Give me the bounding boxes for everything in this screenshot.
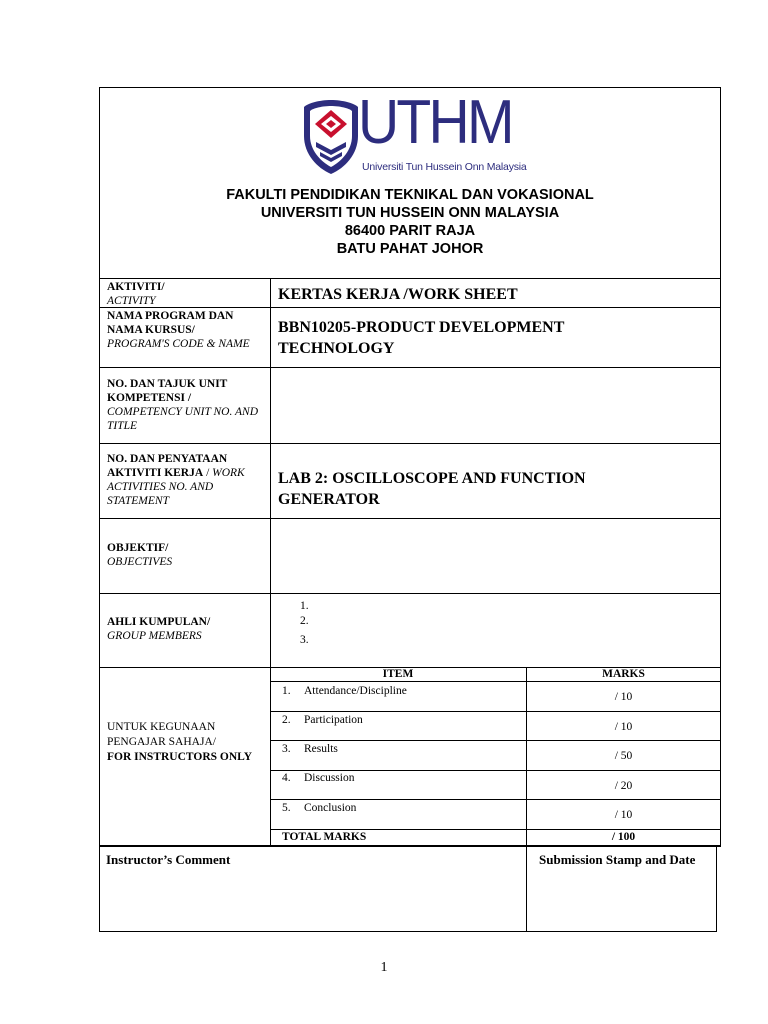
program-label: NAMA PROGRAM DAN NAMA KURSUS/ PROGRAM'S CODE & NAME	[107, 310, 250, 350]
item-name: Attendance/Discipline	[304, 685, 407, 697]
item-number: 2.	[282, 714, 291, 726]
activity-label: AKTIVITI/ ACTIVITY	[107, 281, 165, 307]
group-member-1: 1.	[300, 600, 309, 612]
logo-wordmark: UTHM	[358, 88, 512, 157]
work-activity-label: NO. DAN PENYATAAN AKTIVITI KERJA / WORK ACTIVITIES NO. AND STATEMENT	[107, 453, 245, 507]
item-column-header: ITEM	[382, 668, 414, 680]
total-marks-value: / 100	[611, 831, 636, 843]
objectives-label: OBJEKTIF/ OBJECTIVES	[107, 542, 173, 568]
faculty-name: FAKULTI PENDIDIKAN TEKNIKAL DAN VOKASIONAL	[226, 187, 594, 203]
row-divider	[99, 518, 721, 519]
submission-stamp-label: Submission Stamp and Date	[539, 852, 696, 867]
item-name: Results	[304, 743, 338, 755]
instructor-comment-label: Instructor’s Comment	[106, 852, 231, 867]
item-name: Discussion	[304, 772, 355, 784]
group-members-label: AHLI KUMPULAN/ GROUP MEMBERS	[107, 616, 211, 642]
marks-column-header: MARKS	[602, 668, 645, 680]
marks-divider	[270, 711, 721, 712]
university-name: UNIVERSITI TUN HUSSEIN ONN MALAYSIA	[260, 205, 560, 221]
item-name: Conclusion	[304, 802, 357, 814]
marks-divider	[270, 799, 721, 800]
item-number: 4.	[282, 772, 291, 784]
item-marks: / 20	[614, 780, 633, 792]
postcode-town: 86400 PARIT RAJA	[344, 223, 476, 239]
item-marks: / 10	[614, 691, 633, 703]
program-value: BBN10205-PRODUCT DEVELOPMENT TECHNOLOGY	[278, 319, 565, 357]
item-marks: / 10	[614, 721, 633, 733]
group-member-3: 3.	[300, 634, 309, 646]
marks-divider	[270, 740, 721, 741]
item-number: 5.	[282, 802, 291, 814]
uthm-logo	[302, 88, 534, 178]
row-divider	[99, 593, 721, 594]
item-marks: / 10	[614, 809, 633, 821]
competency-label: NO. DAN TAJUK UNIT KOMPETENSI / COMPETENCY UNIT NO. AND TITLE	[107, 378, 259, 432]
item-number: 1.	[282, 685, 291, 697]
uthm-crest-icon	[302, 98, 360, 176]
work-activity-value: LAB 2: OSCILLOSCOPE AND FUNCTION GENERATOR	[278, 470, 586, 508]
row-divider	[99, 367, 721, 368]
item-marks: / 50	[614, 750, 633, 762]
marks-divider	[270, 681, 721, 682]
label-column-divider	[270, 278, 271, 846]
instructors-label: UNTUK KEGUNAAN PENGAJAR SAHAJA/ FOR INSTRUCTORS ONLY	[107, 721, 253, 763]
activity-value: KERTAS KERJA /WORK SHEET	[278, 286, 518, 303]
group-member-2: 2.	[300, 615, 309, 627]
logo-subtitle: Universiti Tun Hussein Onn Malaysia	[362, 161, 527, 173]
row-divider	[99, 443, 721, 444]
total-marks-label: TOTAL MARKS	[282, 831, 367, 843]
city-state: BATU PAHAT JOHOR	[336, 241, 484, 257]
row-divider	[99, 278, 721, 279]
item-number: 3.	[282, 743, 291, 755]
item-name: Participation	[304, 714, 363, 726]
page-number: 1	[380, 960, 388, 975]
